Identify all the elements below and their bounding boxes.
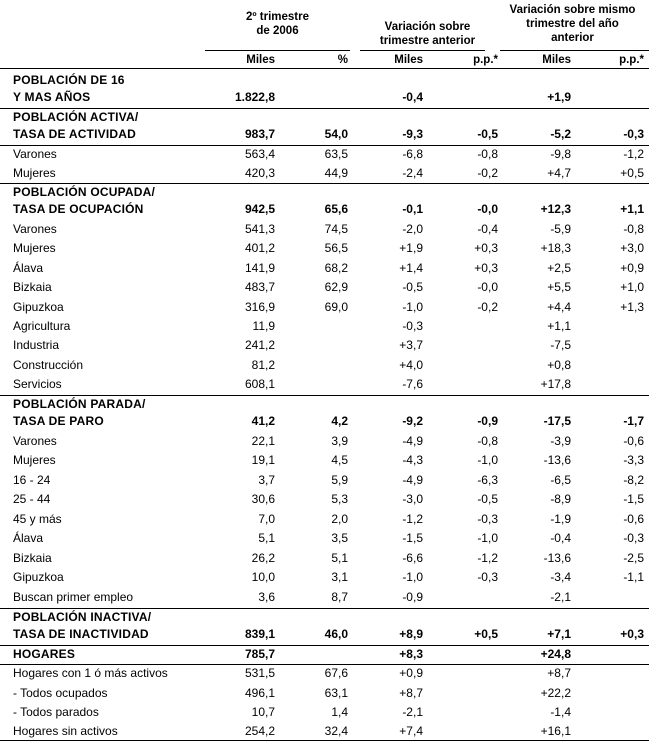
cell-value: 3,9: [331, 434, 348, 448]
cell-value: -17,5: [543, 414, 571, 428]
cell-value: -0,8: [477, 147, 498, 161]
cell-value: -0,6: [623, 512, 644, 526]
cell-value: -4,9: [402, 434, 423, 448]
cell-value: 254,2: [244, 724, 275, 738]
cell-value: +3,7: [399, 338, 423, 352]
cell-value: 19,1: [251, 453, 275, 467]
cell-value: -4,3: [402, 453, 423, 467]
row-label: TASA DE ACTIVIDAD: [13, 127, 136, 141]
header-period: 2º trimestre de 2006: [245, 11, 309, 37]
cell-value: +0,8: [547, 358, 571, 372]
cell-value: +0,9: [399, 666, 423, 680]
cell-value: -0,0: [477, 280, 498, 294]
cell-value: +4,4: [547, 300, 571, 314]
row-label: Hogares sin activos: [13, 724, 118, 738]
cell-value: +18,3: [540, 241, 571, 255]
cell-value: -9,8: [550, 147, 571, 161]
cell-value: 420,3: [244, 166, 275, 180]
cell-value: 531,5: [244, 666, 275, 680]
cell-value: 1.822,8: [234, 90, 275, 104]
cell-value: +1,9: [399, 241, 423, 255]
row-divider: [0, 395, 649, 396]
cell-value: +7,4: [399, 724, 423, 738]
cell-value: -9,3: [402, 127, 423, 141]
row-divider: [0, 183, 649, 184]
cell-value: +8,7: [547, 666, 571, 680]
cell-value: 401,2: [244, 241, 275, 255]
row-label: Bizkaia: [13, 551, 52, 565]
row-label: TASA DE PARO: [13, 414, 104, 428]
cell-value: -7,5: [550, 338, 571, 352]
cell-value: -1,7: [623, 414, 644, 428]
row-label: Mujeres: [13, 166, 56, 180]
cell-value: -3,3: [623, 453, 644, 467]
row-label: Hogares con 1 ó más activos: [13, 666, 168, 680]
row-label: Bizkaia: [13, 280, 52, 294]
row-label: Servicios: [13, 377, 62, 391]
cell-value: -0,0: [477, 202, 498, 216]
cell-value: 241,2: [244, 338, 275, 352]
row-label: Álava: [13, 261, 44, 275]
row-label: Agricultura: [13, 319, 71, 333]
cell-value: -0,9: [402, 590, 423, 604]
cell-value: +0,3: [620, 627, 644, 641]
cell-value: -1,4: [550, 705, 571, 719]
cell-value: -9,2: [402, 414, 423, 428]
row-label: 25 - 44: [13, 492, 51, 506]
cell-value: 32,4: [324, 724, 348, 738]
cell-value: -2,1: [402, 705, 423, 719]
cell-value: -0,6: [623, 434, 644, 448]
cell-value: 5,9: [331, 473, 348, 487]
cell-value: +0,5: [620, 166, 644, 180]
cell-value: 7,0: [258, 512, 275, 526]
cell-value: -2,5: [623, 551, 644, 565]
sub-pp-2: p.p.*: [619, 54, 644, 66]
cell-value: -1,2: [402, 512, 423, 526]
cell-value: -0,4: [477, 222, 498, 236]
cell-value: -0,3: [477, 512, 498, 526]
row-label: POBLACIÓN OCUPADA/: [13, 185, 156, 199]
row-label: Buscan primer empleo: [13, 590, 134, 604]
cell-value: +17,8: [540, 377, 571, 391]
cell-value: 3,7: [258, 473, 275, 487]
cell-value: -2,4: [402, 166, 423, 180]
cell-value: -5,9: [550, 222, 571, 236]
cell-value: 563,4: [244, 147, 275, 161]
cell-value: +0,3: [474, 241, 498, 255]
cell-value: 785,7: [244, 647, 275, 661]
cell-value: 5,3: [331, 492, 348, 506]
cell-value: -0,9: [477, 414, 498, 428]
row-label: 45 y más: [13, 512, 62, 526]
cell-value: 496,1: [244, 686, 275, 700]
row-label: POBLACIÓN DE 16: [13, 73, 125, 87]
sub-miles-3: Miles: [542, 54, 571, 66]
cell-value: 69,0: [324, 300, 348, 314]
cell-value: -2,0: [402, 222, 423, 236]
cell-value: -0,2: [477, 166, 498, 180]
cell-value: 5,1: [258, 531, 275, 545]
cell-value: 63,5: [324, 147, 348, 161]
cell-value: 541,3: [244, 222, 275, 236]
cell-value: 8,7: [331, 590, 348, 604]
cell-value: -6,3: [477, 473, 498, 487]
row-label: Mujeres: [13, 453, 56, 467]
row-label: Gipuzkoa: [13, 570, 64, 584]
cell-value: -1,1: [623, 570, 644, 584]
cell-value: +12,3: [540, 202, 571, 216]
cell-value: +5,5: [547, 280, 571, 294]
cell-value: 3,1: [331, 570, 348, 584]
row-label: POBLACIÓN INACTIVA/: [13, 610, 152, 624]
cell-value: -1,2: [477, 551, 498, 565]
cell-value: 1,4: [331, 705, 348, 719]
row-label: Construcción: [13, 358, 84, 372]
cell-value: -1,2: [623, 147, 644, 161]
cell-value: 4,2: [331, 414, 348, 428]
cell-value: 942,5: [244, 202, 275, 216]
cell-value: 3,6: [258, 590, 275, 604]
cell-value: 62,9: [324, 280, 348, 294]
cell-value: -13,6: [543, 551, 571, 565]
row-label: 16 - 24: [13, 473, 51, 487]
cell-value: 2,0: [331, 512, 348, 526]
cell-value: 483,7: [244, 280, 275, 294]
row-label: Gipuzkoa: [13, 300, 64, 314]
cell-value: 67,6: [324, 666, 348, 680]
cell-value: +0,5: [474, 627, 498, 641]
cell-value: +16,1: [540, 724, 571, 738]
cell-value: 316,9: [244, 300, 275, 314]
cell-value: 30,6: [251, 492, 275, 506]
cell-value: 26,2: [251, 551, 275, 565]
cell-value: -1,0: [477, 453, 498, 467]
cell-value: +22,2: [540, 686, 571, 700]
row-label: TASA DE INACTIVIDAD: [13, 627, 149, 641]
cell-value: 68,2: [324, 261, 348, 275]
cell-value: -6,5: [550, 473, 571, 487]
cell-value: -1,5: [623, 492, 644, 506]
cell-value: -1,0: [402, 570, 423, 584]
cell-value: 5,1: [331, 551, 348, 565]
cell-value: 63,1: [324, 686, 348, 700]
cell-value: -0,5: [477, 127, 498, 141]
cell-value: +2,5: [547, 261, 571, 275]
cell-value: -3,9: [550, 434, 571, 448]
cell-value: -8,9: [550, 492, 571, 506]
cell-value: +8,9: [399, 627, 423, 641]
row-label: Y MAS AÑOS: [13, 90, 91, 104]
cell-value: -0,5: [402, 280, 423, 294]
row-label: Varones: [13, 434, 57, 448]
cell-value: -0,4: [402, 90, 423, 104]
cell-value: 65,6: [324, 202, 348, 216]
sub-miles-1: Miles: [246, 54, 275, 66]
cell-value: -0,4: [550, 531, 571, 545]
cell-value: -6,6: [402, 551, 423, 565]
header-var-prev: Variación sobre trimestre anterior: [379, 21, 476, 47]
cell-value: -0,8: [477, 434, 498, 448]
cell-value: -1,0: [402, 300, 423, 314]
cell-value: +3,0: [620, 241, 644, 255]
cell-value: +1,1: [620, 202, 644, 216]
row-label: TASA DE OCUPACIÓN: [13, 202, 144, 216]
cell-value: 56,5: [324, 241, 348, 255]
cell-value: +24,8: [540, 647, 571, 661]
cell-value: 81,2: [251, 358, 275, 372]
row-divider: [0, 145, 649, 146]
cell-value: 41,2: [251, 414, 275, 428]
cell-value: -7,6: [402, 377, 423, 391]
row-label: Mujeres: [13, 241, 56, 255]
cell-value: +8,7: [399, 686, 423, 700]
cell-value: +1,9: [547, 90, 571, 104]
cell-value: +8,3: [399, 647, 423, 661]
sub-miles-2: Miles: [394, 54, 423, 66]
row-divider: [0, 108, 649, 109]
cell-value: -1,9: [550, 512, 571, 526]
cell-value: -0,1: [402, 202, 423, 216]
row-divider: [0, 608, 649, 609]
row-divider: [0, 664, 649, 665]
cell-value: 839,1: [244, 627, 275, 641]
cell-value: +1,3: [620, 300, 644, 314]
cell-value: -0,3: [623, 531, 644, 545]
cell-value: 54,0: [324, 127, 348, 141]
row-label: POBLACIÓN PARADA/: [13, 397, 146, 411]
row-label: POBLACIÓN ACTIVA/: [13, 110, 139, 124]
cell-value: -0,3: [623, 127, 644, 141]
cell-value: 141,9: [244, 261, 275, 275]
cell-value: -13,6: [543, 453, 571, 467]
header-var-year: Variación sobre mismo trimestre del año anterior: [509, 4, 636, 44]
cell-value: -0,3: [477, 570, 498, 584]
cell-value: +4,0: [399, 358, 423, 372]
cell-value: +1,4: [399, 261, 423, 275]
cell-value: -5,2: [550, 127, 571, 141]
cell-value: 22,1: [251, 434, 275, 448]
row-label: Álava: [13, 531, 44, 545]
cell-value: -1,5: [402, 531, 423, 545]
cell-value: +0,9: [620, 261, 644, 275]
cell-value: -8,2: [623, 473, 644, 487]
cell-value: 11,9: [252, 319, 275, 333]
cell-value: -1,0: [477, 531, 498, 545]
row-label: Industria: [13, 338, 60, 352]
cell-value: +4,7: [547, 166, 571, 180]
cell-value: 3,5: [331, 531, 348, 545]
cell-value: +0,3: [474, 261, 498, 275]
cell-value: -3,4: [550, 570, 571, 584]
row-label: - Todos parados: [13, 705, 99, 719]
row-label: Varones: [13, 222, 57, 236]
cell-value: 4,5: [331, 453, 348, 467]
cell-value: -3,0: [402, 492, 423, 506]
cell-value: -2,1: [550, 590, 571, 604]
cell-value: 44,9: [324, 166, 348, 180]
cell-value: 10,7: [251, 705, 275, 719]
cell-value: 983,7: [244, 127, 275, 141]
cell-value: -6,8: [402, 147, 423, 161]
cell-value: -0,8: [623, 222, 644, 236]
cell-value: 10,0: [251, 570, 275, 584]
row-divider: [0, 645, 649, 646]
sub-pct: %: [337, 54, 348, 66]
cell-value: -4,9: [402, 473, 423, 487]
cell-value: +1,0: [620, 280, 644, 294]
cell-value: +1,1: [547, 319, 571, 333]
row-label: HOGARES: [13, 647, 76, 661]
cell-value: -0,2: [477, 300, 498, 314]
cell-value: -0,3: [402, 319, 423, 333]
cell-value: 46,0: [324, 627, 348, 641]
sub-pp-1: p.p.*: [473, 54, 498, 66]
cell-value: 74,5: [324, 222, 348, 236]
row-label: - Todos ocupados: [13, 686, 108, 700]
cell-value: 608,1: [244, 377, 275, 391]
cell-value: -0,5: [477, 492, 498, 506]
cell-value: +7,1: [547, 627, 571, 641]
row-label: Varones: [13, 147, 57, 161]
